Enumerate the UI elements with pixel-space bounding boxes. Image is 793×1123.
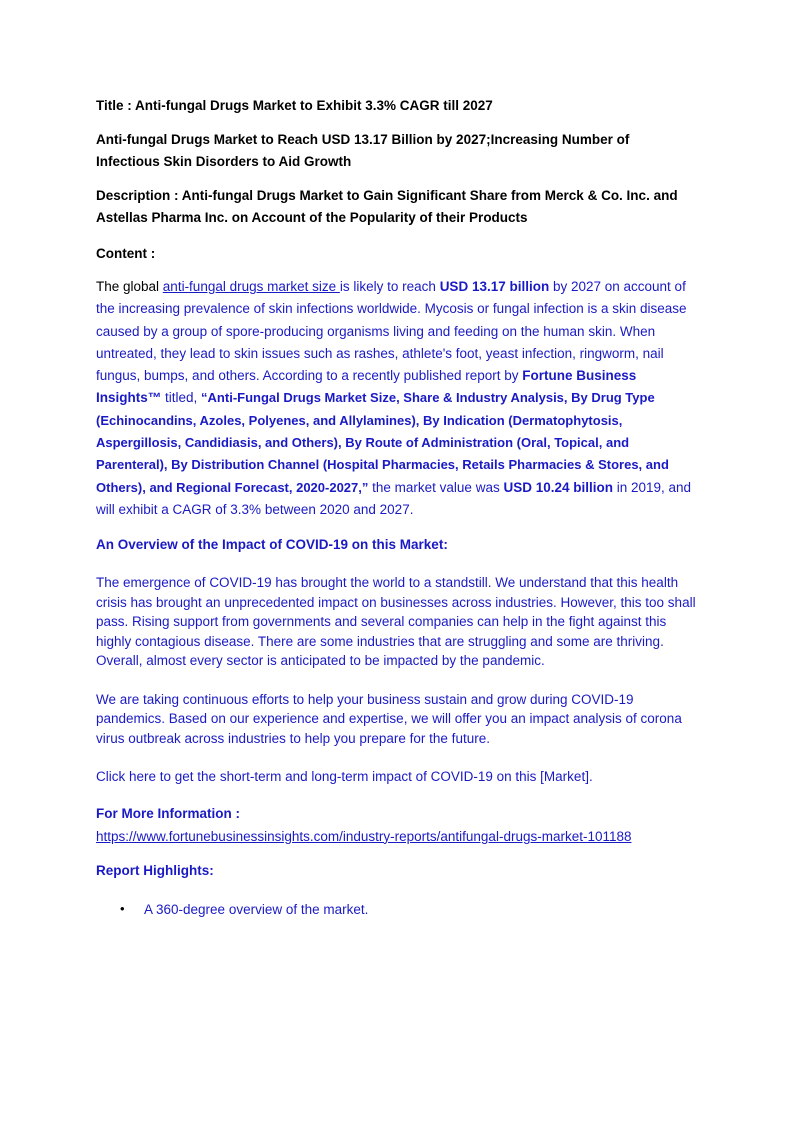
list-item — [96, 900, 696, 920]
publisher-name: Fortune Business Insights™ — [96, 368, 637, 406]
doc-subtitle: Anti-fungal Drugs Market to Reach USD 13.17 Billion by 2027;Increasing Number of Infectious Skin Disorders to Aid Growth — [96, 132, 630, 169]
covid-paragraph-2: We are taking continuous efforts to help your business sustain and grow during COVID-19 pandemics. Based on our experience and expertise, we will offer you an impact analysis of corona virus outbreak across industries to help you prepare for the future. — [96, 691, 682, 746]
intro-text-3: titled, — [161, 390, 202, 406]
covid-paragraph-3: Click here to get the short-term and long-term impact of COVID-19 on this [Market]. — [96, 769, 593, 785]
market-size-link[interactable]: anti-fungal drugs market size — [162, 279, 340, 294]
intro-value-2019: USD 10.24 billion — [503, 479, 613, 495]
intro-text-5: in 2019, and will exhibit a CAGR of 3.3% between 2020 and 2027. — [96, 479, 692, 517]
intro-text-2: by 2027 on account of the increasing prevalence of skin infections worldwide. Mycosis or fungal infection is a skin disease caused by a group of spore-producing organisms living and feeding on the human skin. When untreated, they lead to skin issues such as rashes, athlete's foot, yeast infection, ringworm, nail fungus, bumps, and others. According to a recently published report by — [96, 279, 687, 384]
highlight-text: A 360-degree overview of the market. — [144, 901, 369, 917]
intro-lead: The global — [96, 279, 163, 294]
intro-value-2027: USD 13.17 billion — [439, 279, 550, 294]
bullet-icon: • — [120, 900, 125, 916]
covid-paragraph-1: The emergence of COVID-19 has brought the world to a standstill. We understand that this health crisis has brought an unprecedented impact on businesses across industries. However, this too shall pass. Rising support from governments and several companies can help in the fight against this highly contagious disease. There are some industries that are struggling and some are thriving. Overall, almost every sector is anticipated to be impacted by the pandemic. — [96, 575, 696, 669]
document-page — [96, 96, 696, 920]
more-info-link[interactable]: https://www.fortunebusinessinsights.com/industry-reports/antifungal-drugs-market-101188 — [96, 828, 632, 844]
highlights-list — [96, 900, 696, 920]
intro-text-1: is likely to reach — [339, 279, 440, 294]
highlights-heading: Report Highlights: — [96, 862, 214, 878]
doc-description: Description : Anti-fungal Drugs Market to Gain Significant Share from Merck & Co. Inc. and Astellas Pharma Inc. on Account of the Popularity of their Products — [96, 188, 678, 225]
intro-paragraph — [96, 276, 696, 521]
covid-heading: An Overview of the Impact of COVID-19 on this Market: — [96, 537, 448, 553]
content-label: Content : — [96, 246, 156, 261]
intro-text-4: the market value was — [368, 479, 504, 495]
doc-title: Title : Anti-fungal Drugs Market to Exhibit 3.3% CAGR till 2027 — [96, 98, 493, 113]
report-title: “Anti-Fungal Drugs Market Size, Share & Industry Analysis, By Drug Type (Echinocandins, Azoles, Polyenes, and Allylamines), By Indication (Dermatophytosis, Aspergillosis, Candidiasis, and Others), By Route of Administration (Oral, Topical, and Parenteral), By Distribution Channel (Hospital Pharmacies, Retails Pharmacies & Stores, and Others), and Regional Forecast, 2020-2027,” — [96, 390, 669, 495]
more-info-label: For More Information : — [96, 805, 240, 821]
